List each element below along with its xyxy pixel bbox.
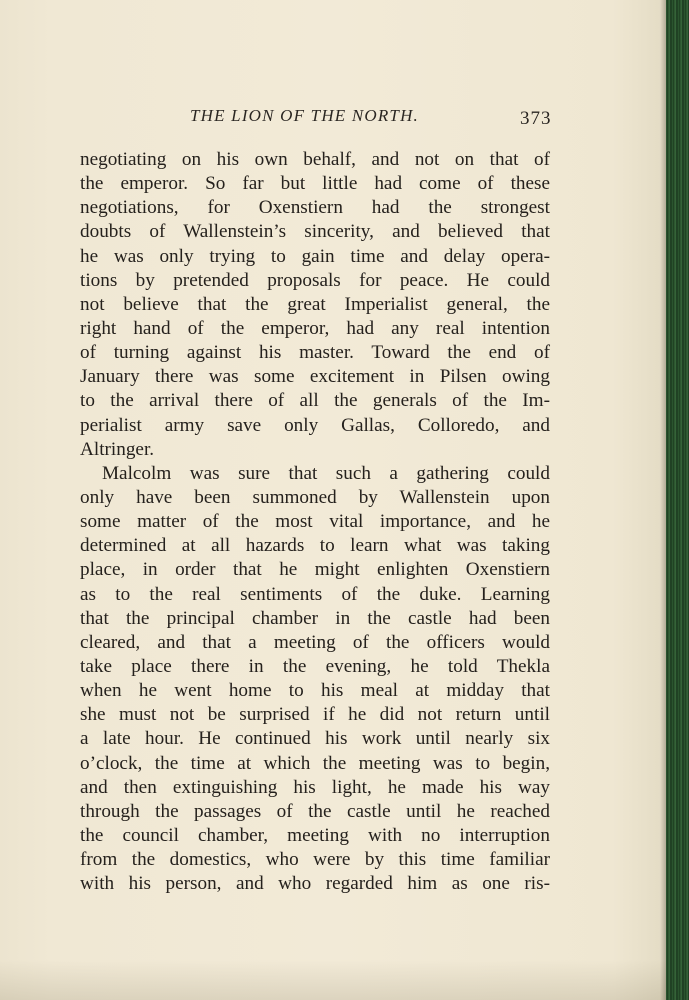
paragraph-start-line: Malcolm was sure that such a gathering could <box>102 462 550 484</box>
running-title: THE LION OF THE NORTH. <box>190 106 420 125</box>
text-line: through the passages of the castle until he reached <box>80 800 550 822</box>
text-line: to the arrival there of all the generals of the Im- <box>80 390 550 412</box>
text-line: only have been summoned by Wallenstein upon <box>80 486 550 508</box>
text-line: doubts of Wallenstein’s sincerity, and believed that <box>80 221 550 243</box>
text-line: from the domestics, who were by this time familiar <box>80 849 550 871</box>
text-line: as to the real sentiments of the duke. Learning <box>80 583 550 605</box>
text-line: and then extinguishing his light, he made his way <box>80 776 550 798</box>
running-head <box>0 104 666 134</box>
text-line: negotiating on his own behalf, and not on that of <box>80 149 550 170</box>
text-line: not believe that the great Imperialist general, the <box>80 293 550 315</box>
paragraph-end-line: Altringer. <box>80 438 155 460</box>
text-line: of turning against his master. Toward the end of <box>80 342 550 364</box>
text-line: tions by pretended proposals for peace. He could <box>80 269 550 291</box>
text-line: she must not be surprised if he did not return until <box>80 704 550 726</box>
text-line: o’clock, the time at which the meeting was to begin, <box>80 752 550 774</box>
text-line: a late hour. He continued his work until nearly six <box>80 728 550 750</box>
text-line: that the principal chamber in the castle had been <box>80 607 550 629</box>
text-line: January there was some excitement in Pilsen owing <box>80 366 550 388</box>
text-line: some matter of the most vital importance, and he <box>80 511 550 533</box>
page-number: 373 <box>520 108 552 129</box>
text-line: negotiations, for Oxenstiern had the strongest <box>80 197 550 219</box>
text-line: take place there in the evening, he told Thekla <box>80 655 550 677</box>
text-line: the emperor. So far but little had come of these <box>80 173 550 195</box>
text-line: cleared, and that a meeting of the officers would <box>80 631 550 653</box>
text-line: the council chamber, meeting with no interruption <box>80 824 550 846</box>
text-line: right hand of the emperor, had any real intention <box>80 317 550 339</box>
text-line: when he went home to his meal at midday that <box>80 680 550 702</box>
text-line: place, in order that he might enlighten Oxenstiern <box>80 559 550 581</box>
body-text <box>80 148 550 896</box>
text-line: with his person, and who regarded him as one ris- <box>80 873 550 895</box>
text-line: determined at all hazards to learn what was taking <box>80 535 550 557</box>
text-line: he was only trying to gain time and delay opera- <box>80 245 550 267</box>
text-line: perialist army save only Gallas, Colloredo, and <box>80 414 550 436</box>
page-shadow <box>0 960 666 1000</box>
book-cover-edge <box>666 0 689 1000</box>
